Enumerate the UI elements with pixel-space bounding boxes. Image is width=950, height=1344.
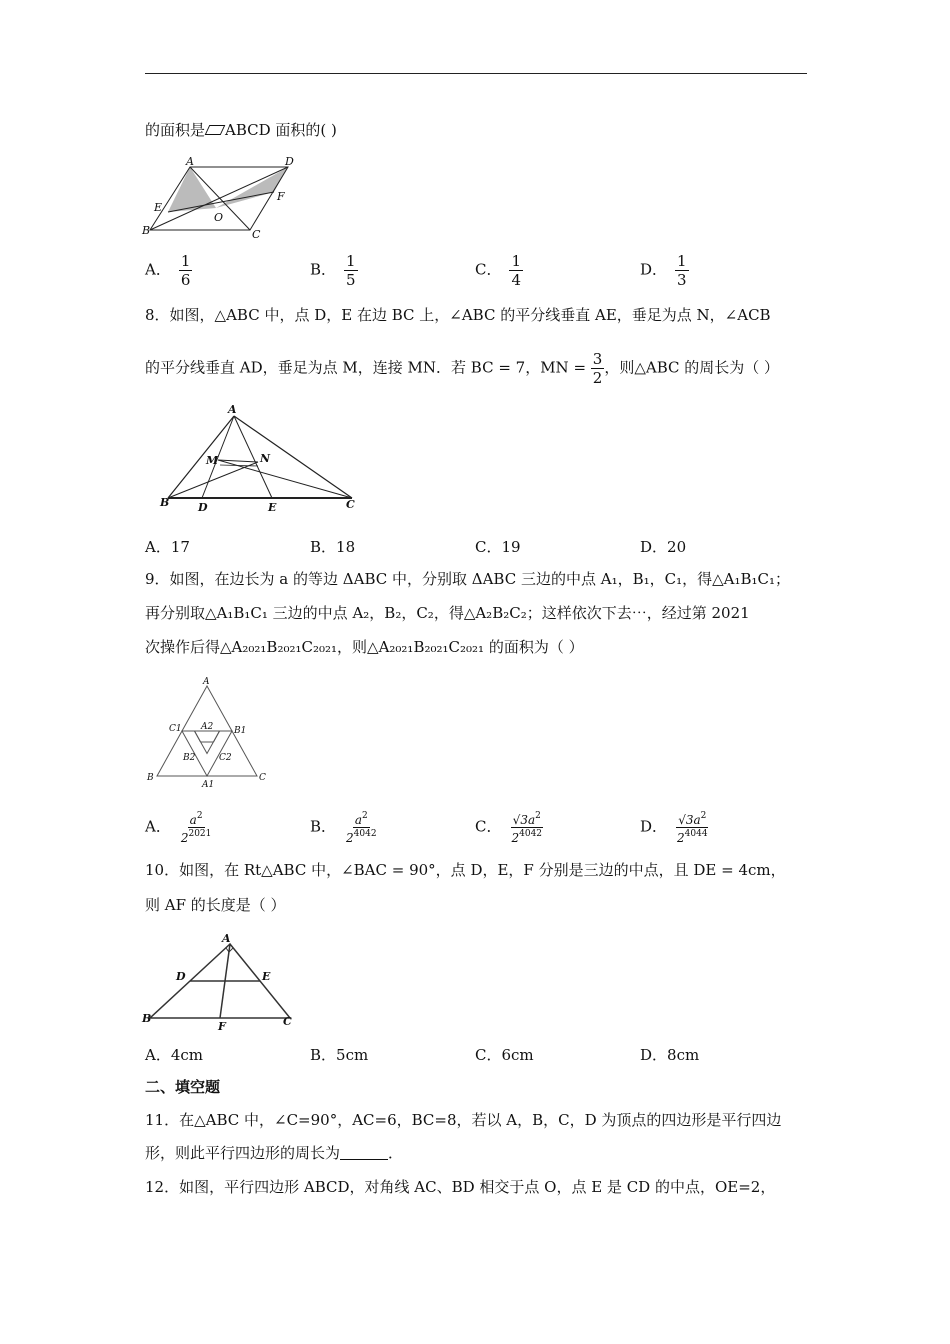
- q10-label-d: D: [176, 970, 186, 983]
- q8-label-b: B: [160, 496, 170, 509]
- q10-option-c[interactable]: C．6cm: [475, 1046, 534, 1064]
- q10-stem-line2: 则 AF 的长度是（ ）: [145, 896, 286, 914]
- q11-stem-line1: 11．在△ABC 中，∠C=90°，AC=6，BC=8，若以 A，B，C，D 为顶点的四边形是平行四边: [145, 1111, 782, 1129]
- q7-option-c[interactable]: C． $\frac{1}{4}$: [475, 252, 522, 289]
- q11-stem-line2: 形，则此平行四边形的周长为 ．: [145, 1144, 404, 1162]
- q7-label-f: F: [277, 190, 285, 203]
- q8-option-b[interactable]: B．18: [310, 538, 356, 556]
- q10-label-e: E: [262, 970, 271, 983]
- q7-label-c: C: [252, 228, 261, 241]
- q8-label-d: D: [198, 501, 208, 514]
- q9-stem-line1: 9．如图，在边长为 a 的等边 ΔABC 中，分别取 ΔABC 三边的中点 A₁，B₁，C₁，得△A₁B₁C₁；: [145, 570, 791, 588]
- q9-label-a1: A1: [202, 780, 215, 790]
- q8-stem-line2: 的平分线垂直 AD，垂足为点 M，连接 MN．若 BC = 7，MN = $\frac{3}{2}$ ，则△ABC 的周长为（ ）: [145, 350, 780, 387]
- q9-label-a: A: [203, 677, 210, 687]
- q8-option-c[interactable]: C．19: [475, 538, 521, 556]
- q9-option-c[interactable]: C． $\frac{√3a^2}{2^{4042}}$: [475, 811, 543, 845]
- q9-label-b: B: [147, 773, 154, 783]
- q9-label-c1: C1: [169, 724, 182, 734]
- q7-option-d[interactable]: D． $\frac{1}{3}$: [640, 252, 687, 289]
- q9-option-d[interactable]: D． $\frac{√3a^2}{2^{4044}}$: [640, 811, 708, 845]
- q10-label-b: B: [142, 1012, 152, 1025]
- q8-label-c: C: [346, 498, 355, 511]
- q10-figure: [140, 930, 305, 1033]
- q8-option-d[interactable]: D．20: [640, 538, 687, 556]
- q7-label-b: B: [142, 224, 151, 237]
- q10-stem-line1: 10．如图，在 Rt△ABC 中，∠BAC = 90°，点 D，E，F 分别是三边的中点，且 DE = 4cm，: [145, 861, 786, 879]
- q9-label-c: C: [259, 773, 266, 783]
- q8-label-e: E: [268, 501, 277, 514]
- q7-label-d: D: [285, 155, 294, 168]
- q10-option-d[interactable]: D．8cm: [640, 1046, 700, 1064]
- q10-option-b[interactable]: B．5cm: [310, 1046, 369, 1064]
- q8-label-m: M: [206, 454, 219, 467]
- q9-label-a2: A2: [201, 722, 214, 732]
- q9-label-c2: C2: [219, 753, 232, 763]
- q9-label-b2: B2: [183, 753, 196, 763]
- q9-stem-line2: 再分别取△A₁B₁C₁ 三边的中点 A₂，B₂，C₂，得△A₂B₂C₂；这样依次下去⋯，经过第 2021: [145, 604, 750, 622]
- q7-figure: [140, 155, 300, 240]
- q9-option-b[interactable]: B． $\frac{a^2}{2^{4042}}$: [310, 811, 377, 845]
- header-rule: [145, 73, 807, 74]
- q7-label-o: O: [214, 211, 224, 224]
- q7-stem: 的面积是 ABCD 面积的( ): [145, 121, 337, 139]
- q7-label-a: A: [186, 155, 194, 168]
- q10-label-a: A: [222, 932, 231, 945]
- q7-option-a[interactable]: A． $\frac{1}{6}$: [145, 252, 191, 289]
- section-title-fill-in: 二、填空题: [145, 1078, 221, 1096]
- q8-label-n: N: [260, 452, 271, 465]
- q7-label-e: E: [154, 201, 163, 214]
- q11-answer-blank[interactable]: [340, 1145, 388, 1160]
- q8-label-a: A: [228, 403, 237, 416]
- q10-label-f: F: [218, 1020, 226, 1033]
- q8-figure: [160, 400, 370, 515]
- parallelogram-icon: [205, 125, 226, 135]
- q9-figure: [145, 676, 275, 791]
- q8-stem-line1: 8．如图，△ABC 中，点 D，E 在边 BC 上，∠ABC 的平分线垂直 AE，垂足为点 N，∠ACB: [145, 306, 771, 324]
- q9-option-a[interactable]: A． $\frac{a^2}{2^{2021}}$: [145, 811, 212, 845]
- q7-option-b[interactable]: B． $\frac{1}{5}$: [310, 252, 356, 289]
- q8-option-a[interactable]: A．17: [145, 538, 190, 556]
- q10-option-a[interactable]: A．4cm: [145, 1046, 204, 1064]
- q12-stem-line1: 12．如图，平行四边形 ABCD，对角线 AC、BD 相交于点 O，点 E 是 CD 的中点，OE=2，: [145, 1178, 776, 1196]
- q9-label-b1: B1: [234, 726, 247, 736]
- q9-stem-line3: 次操作后得△A₂₀₂₁B₂₀₂₁C₂₀₂₁，则△A₂₀₂₁B₂₀₂₁C₂₀₂₁ 的面积为（ ）: [145, 638, 584, 656]
- q10-label-c: C: [283, 1015, 292, 1028]
